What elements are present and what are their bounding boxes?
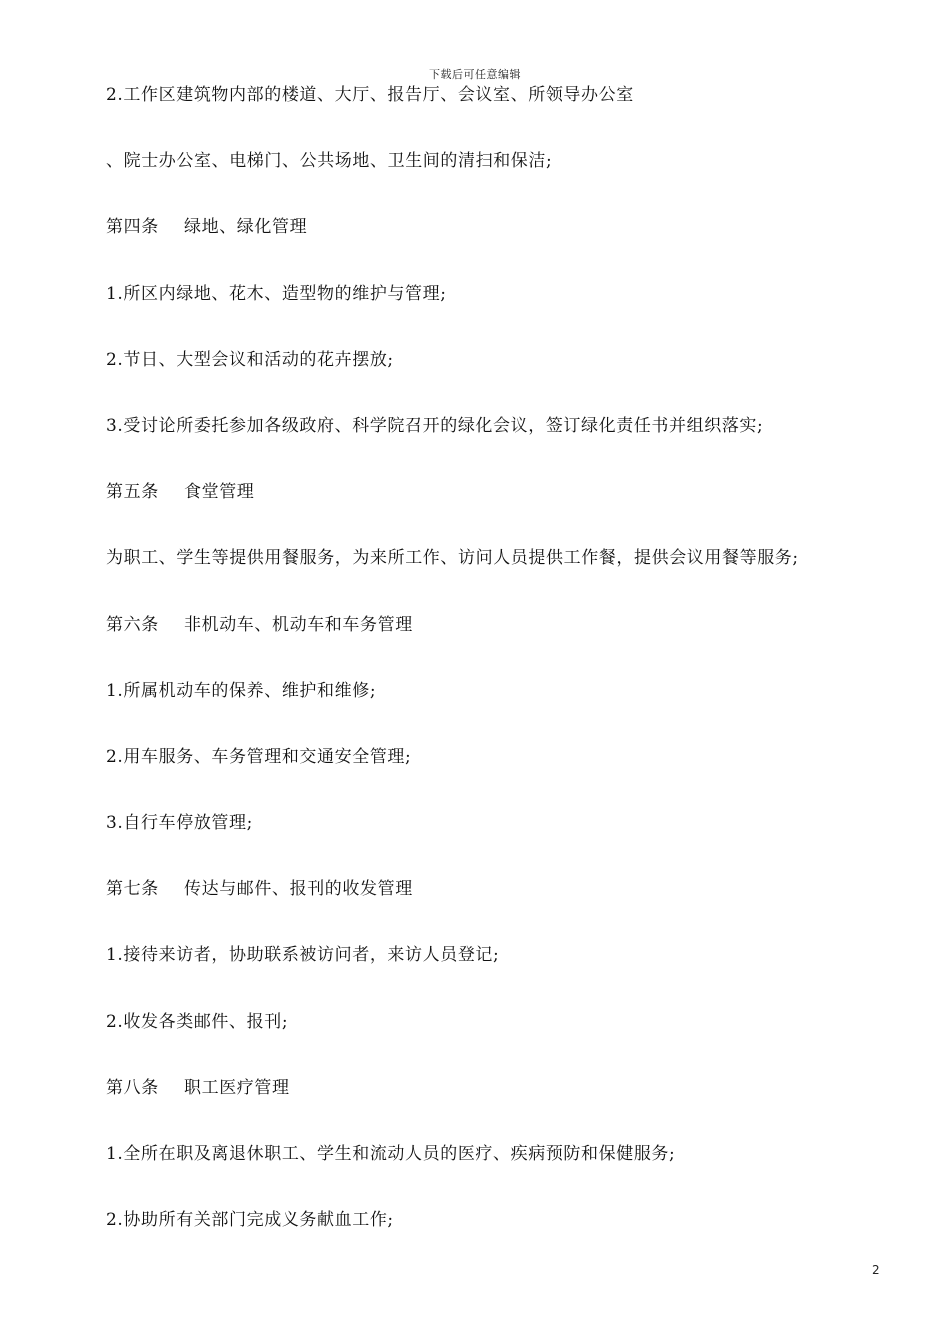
paragraph: 2.用车服务、车务管理和交通安全管理; bbox=[106, 746, 412, 767]
article-number: 第八条 bbox=[106, 1077, 159, 1098]
paragraph: 1.接待来访者，协助联系被访问者，来访人员登记; bbox=[106, 945, 500, 966]
paragraph: 2.协助所有关部门完成义务献血工作; bbox=[106, 1210, 394, 1231]
page-number: 2 bbox=[872, 1263, 880, 1277]
paragraph: 、院士办公室、电梯门、公共场地、卫生间的清扫和保洁; bbox=[106, 151, 553, 172]
article-heading bbox=[106, 479, 896, 545]
paragraph: 3.自行车停放管理; bbox=[106, 813, 253, 834]
paragraph: 1.全所在职及离退休职工、学生和流动人员的医疗、疾病预防和保健服务; bbox=[106, 1144, 676, 1164]
article-number: 第五条 bbox=[106, 482, 159, 503]
paragraph: 为职工、学生等提供用餐服务，为来所工作、访问人员提供工作餐，提供会议用餐等服务; bbox=[106, 548, 799, 569]
paragraph: 2.节日、大型会议和活动的花卉摆放; bbox=[106, 349, 394, 370]
article-heading bbox=[106, 1075, 896, 1141]
article-title: 食堂管理 bbox=[184, 482, 255, 503]
document-body bbox=[106, 82, 896, 1273]
header-note: 下载后可任意编辑 bbox=[429, 68, 521, 81]
article-heading bbox=[106, 876, 896, 942]
article-number: 第六条 bbox=[106, 614, 159, 635]
article-title: 传达与邮件、报刊的收发管理 bbox=[184, 879, 413, 900]
article-heading bbox=[106, 214, 896, 280]
paragraph: 2.收发各类邮件、报刊; bbox=[106, 1011, 289, 1032]
paragraph: 1.所属机动车的保养、维护和维修; bbox=[106, 680, 377, 701]
article-heading bbox=[106, 612, 896, 678]
article-number: 第四条 bbox=[106, 217, 159, 238]
paragraph: 2.工作区建筑物内部的楼道、大厅、报告厅、会议室、所领导办公室 bbox=[106, 85, 634, 105]
paragraph: 1.所区内绿地、花木、造型物的维护与管理; bbox=[106, 283, 447, 304]
article-title: 绿地、绿化管理 bbox=[184, 217, 308, 238]
article-number: 第七条 bbox=[106, 879, 159, 900]
article-title: 非机动车、机动车和车务管理 bbox=[184, 614, 413, 635]
paragraph: 3.受讨论所委托参加各级政府、科学院召开的绿化会议，签订绿化责任书并组织落实; bbox=[106, 415, 764, 436]
article-title: 职工医疗管理 bbox=[184, 1077, 290, 1098]
